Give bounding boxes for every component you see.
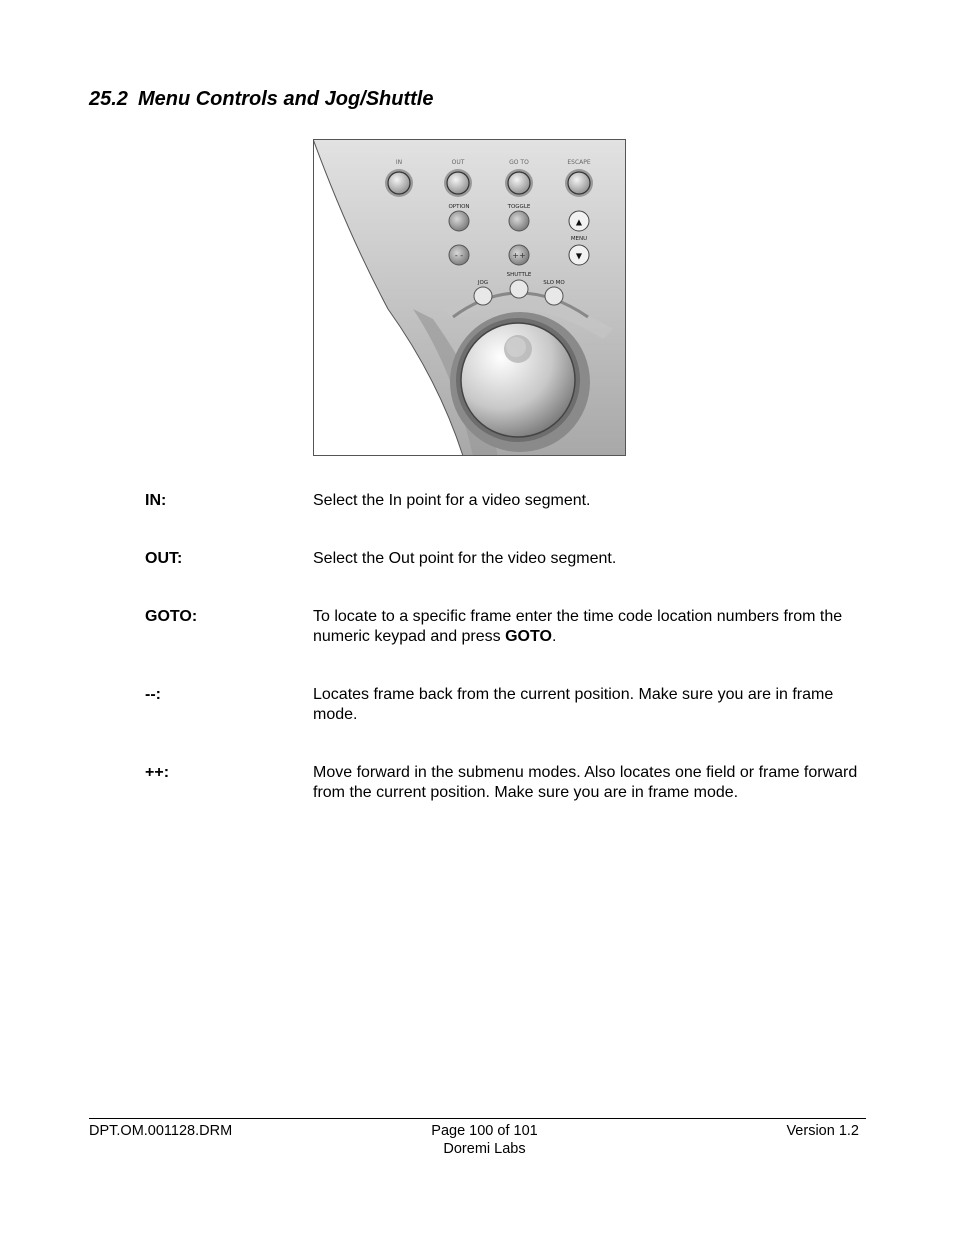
option-button — [449, 211, 469, 231]
definition-description — [313, 607, 858, 647]
footer-page-number: Page 100 of 101 — [431, 1123, 538, 1139]
slomo-label: SLO MO — [543, 280, 565, 286]
shuttle-label: SHUTTLE — [506, 272, 532, 278]
menu-down-button — [569, 245, 589, 265]
definition-term: GOTO: — [145, 608, 198, 625]
footer-company: Doremi Labs — [443, 1141, 526, 1157]
definition-description: Move forward in the submenu modes. Also locates one field or frame forward from the current position. Make sure you are in frame mode. — [313, 764, 858, 801]
in-label: IN — [395, 159, 403, 166]
description-bold-text: GOTO — [505, 628, 552, 645]
goto-button — [505, 169, 533, 197]
definition-term: OUT: — [145, 550, 183, 567]
out-button — [444, 169, 472, 197]
out-label: OUT — [451, 159, 465, 166]
toggle-button — [509, 211, 529, 231]
definition-term: IN: — [145, 492, 167, 509]
option-label: OPTION — [448, 204, 470, 210]
definition-description: Locates frame back from the current position. Make sure you are in frame mode. — [313, 686, 834, 723]
menu-label: MENU — [570, 236, 588, 242]
definition-term: ++: — [145, 764, 170, 781]
menu-up-icon: ▲ — [575, 217, 583, 227]
toggle-label: TOGGLE — [507, 204, 531, 210]
minus-minus-label: - - — [454, 251, 464, 260]
section-number: 25.2 — [89, 88, 128, 110]
jog-label: JOG — [477, 280, 489, 286]
definition-term: --: — [145, 686, 161, 703]
footer-version: Version 1.2 — [786, 1123, 859, 1139]
definition-description: Select the Out point for the video segment. — [313, 550, 617, 567]
in-button — [385, 169, 413, 197]
jog-shuttle-panel-figure — [313, 139, 626, 456]
plus-plus-label: ++ — [512, 251, 526, 260]
footer-center — [377, 1122, 592, 1158]
definition-description: Select the In point for a video segment. — [313, 492, 591, 509]
menu-up-button — [569, 211, 589, 231]
escape-label: ESCAPE — [567, 159, 591, 166]
footer-divider — [89, 1118, 866, 1119]
escape-button — [565, 169, 593, 197]
description-text: . — [551, 628, 557, 645]
section-title: Menu Controls and Jog/Shuttle — [137, 88, 434, 110]
description-text: To locate to a specific frame enter the time code location numbers from the numeric keypad and press — [313, 608, 843, 645]
slomo-button — [545, 287, 563, 305]
minus-minus-button — [449, 245, 469, 265]
jog-wheel — [450, 312, 590, 452]
section-heading — [89, 88, 433, 111]
footer-doc-id: DPT.OM.001128.DRM — [89, 1123, 233, 1139]
plus-plus-button — [509, 245, 529, 265]
menu-down-icon: ▼ — [575, 251, 583, 261]
jog-button — [474, 287, 492, 305]
shuttle-button — [510, 280, 528, 298]
goto-label: GO TO — [509, 159, 529, 166]
